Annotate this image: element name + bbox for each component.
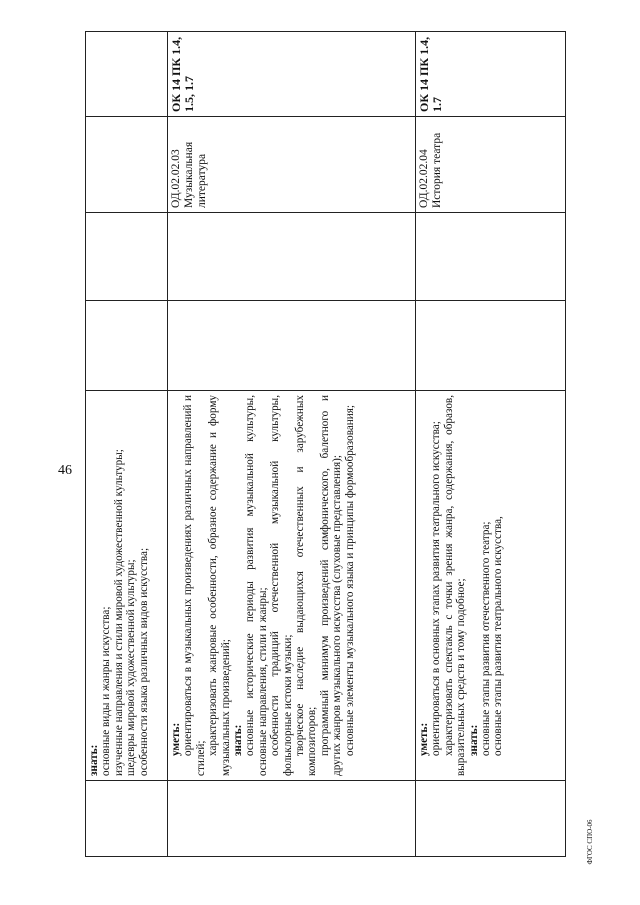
cell-empty bbox=[168, 301, 416, 391]
footer bbox=[586, 819, 600, 865]
content-line: характеризовать жанровые особенности, образное содержание и форму музыкальных произведений; bbox=[207, 395, 232, 776]
content-line: особенности традиций отечественной музыкальной культуры, фольклорные истоки музыки; bbox=[269, 395, 294, 776]
content-line: уметь: bbox=[418, 722, 430, 756]
competencies: ОК 14 ПК 1.4, 1.5, 1.7 bbox=[168, 32, 416, 117]
content-line: знать: bbox=[232, 724, 245, 756]
competencies: ОК 14 ПК 1.4, 1.7 bbox=[416, 32, 566, 117]
content-line: ориентироваться в основных этапах развития театрального искусства; bbox=[430, 421, 443, 756]
table-page bbox=[85, 32, 565, 857]
content-line: знать: bbox=[467, 724, 480, 756]
content-line: изученные направления и стили мировой художественной культуры; bbox=[112, 449, 125, 776]
content-line: творческое наследие выдающихся отечественных и зарубежных композиторов; bbox=[294, 395, 319, 776]
page-number: 46 bbox=[58, 463, 72, 478]
content-line: уметь: bbox=[170, 722, 182, 756]
cell-empty bbox=[86, 213, 168, 301]
discipline-code: ОД.02.02.03 Музыкальная литература bbox=[168, 117, 416, 213]
content-line: знать: bbox=[88, 744, 100, 776]
content-line: программный минимум произведений симфонического, балетного и других жанров музыкального искусства (слуховые представления); bbox=[318, 395, 344, 776]
content-line: шедевры мировой художественной культуры; bbox=[125, 559, 138, 776]
discipline-code: ОД.02.02.04 История театра bbox=[416, 117, 566, 213]
rotated-page bbox=[85, 12, 565, 857]
cell-index bbox=[168, 781, 416, 857]
cell-empty bbox=[416, 301, 566, 391]
cell-empty bbox=[168, 213, 416, 301]
cell-empty bbox=[416, 213, 566, 301]
content-line: ориентироваться в музыкальных произведениях различных направлений и стилей; bbox=[182, 395, 207, 776]
table-row bbox=[416, 32, 566, 857]
content-line: основные элементы музыкального языка и принципы формообразования; bbox=[343, 404, 356, 756]
cell-content bbox=[168, 391, 416, 781]
content-line: основные этапы развития отечественного театра; bbox=[480, 521, 493, 756]
table-row bbox=[168, 32, 416, 857]
competencies bbox=[86, 32, 168, 117]
table-row bbox=[86, 32, 168, 857]
content-line: основные виды и жанры искусства; bbox=[100, 606, 113, 776]
cell-index bbox=[416, 781, 566, 857]
content-line: основные этапы развития театрального искусства, bbox=[492, 516, 505, 756]
cell-content bbox=[86, 391, 168, 781]
content-line: особенности языка различных видов искусства; bbox=[137, 547, 150, 776]
content-line: основные исторические периоды развития музыкальной культуры, основные направления, стили и жанры; bbox=[244, 395, 269, 776]
cell-content bbox=[416, 391, 566, 781]
cell-empty bbox=[86, 301, 168, 391]
footer-label: ФГОС СПО-06 bbox=[586, 819, 594, 865]
discipline-code bbox=[86, 117, 168, 213]
content-line: характеризовать спектакль с точки зрения жанра, содержания, образов, выразительных средств и тому подобное; bbox=[442, 395, 468, 776]
curriculum-table bbox=[85, 31, 566, 857]
cell-index bbox=[86, 781, 168, 857]
